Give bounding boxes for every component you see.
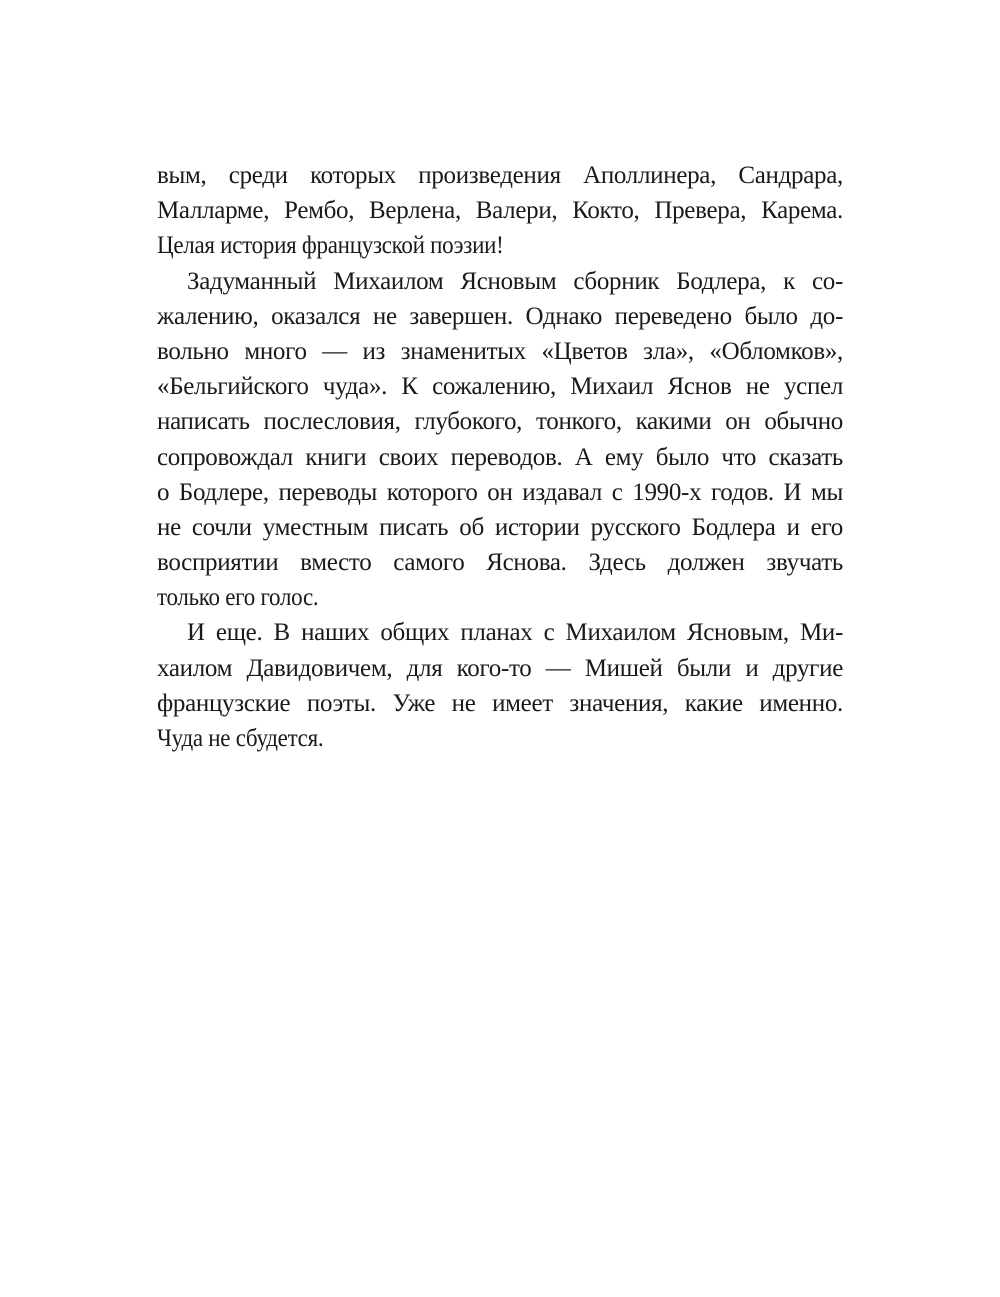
text-line: Целая история французской поэзии! [157, 232, 504, 260]
text-line: вольно много — из знаменитых «Цветов зла», «Обломков», [157, 337, 843, 365]
document-page [157, 158, 843, 756]
text-line: не сочли уместным писать об истории русского Бодлера и его [157, 513, 843, 541]
text-line: хаилом Давидовичем, для кого-то — Мишей были и другие [157, 654, 843, 682]
text-line: написать послесловия, глубокого, тонкого, какими он обычно [157, 408, 843, 436]
paragraph-1 [157, 158, 843, 264]
text-line: жалению, оказался не завершен. Однако переведено было до- [157, 302, 843, 330]
text-line: о Бодлере, переводы которого он издавал с 1990-х годов. И мы [157, 478, 843, 506]
text-line: «Бельгийского чуда». К сожалению, Михаил Яснов не успел [157, 373, 843, 401]
text-line: восприятии вместо самого Яснова. Здесь должен звучать [157, 549, 843, 577]
text-line: И еще. В наших общих планах с Михаилом Ясновым, Ми- [187, 619, 843, 647]
paragraph-2 [157, 264, 843, 616]
text-line: сопровождал книги своих переводов. А ему было что сказать [157, 443, 843, 471]
text-line: Чуда не сбудется. [157, 725, 324, 752]
text-line: Задуманный Михаилом Ясновым сборник Бодлера, к со- [187, 267, 843, 295]
text-line: Малларме, Рембо, Верлена, Валери, Кокто, Превера, Карема. [157, 197, 843, 225]
text-line: французские поэты. Уже не имеет значения, какие именно. [157, 689, 843, 717]
text-line: только его голос. [157, 584, 319, 612]
paragraph-3 [157, 615, 843, 756]
text-line: вым, среди которых произведения Аполлинера, Сандрара, [157, 162, 843, 189]
